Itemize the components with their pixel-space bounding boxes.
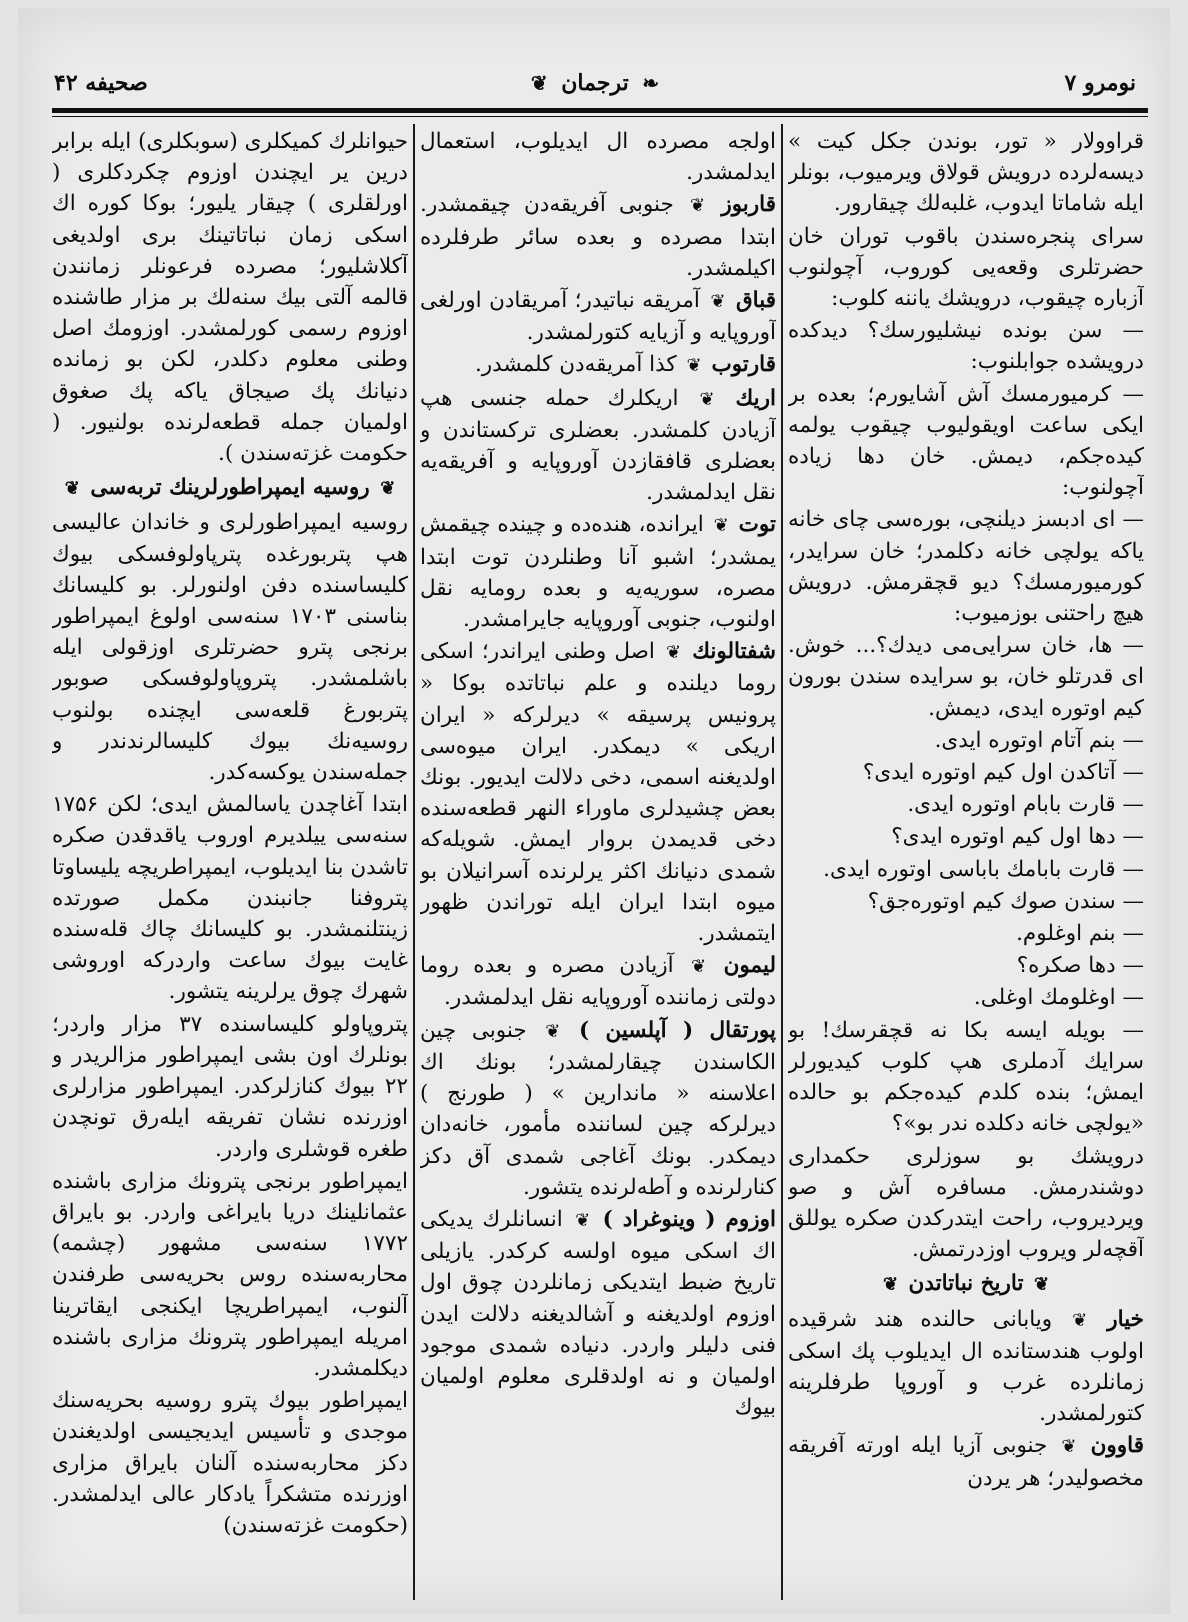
header-rule [52, 108, 1148, 113]
ornament-icon: ❦ [713, 515, 729, 537]
entry-name: شفتالونك [692, 639, 776, 665]
ornament-icon: ❦ [710, 291, 726, 313]
section-heading [788, 1268, 1144, 1300]
entry-name: اریك [735, 385, 776, 411]
entry-name: لیمون [723, 953, 776, 979]
entry [420, 509, 776, 635]
entry [420, 383, 776, 509]
paragraph: درویشك بو سوزلری حکمداری دوشندرمش. مسافرە آش و صو ویردیروب، راحت ایتدرکدن صکرە یوللق آقچەلر ویروب اوزدرتمش. [788, 1143, 1144, 1263]
entry-name: قارتوب [711, 352, 776, 378]
column-right [788, 126, 1144, 1596]
ornament-icon: ❦ [690, 195, 706, 217]
entry-name: قاوون [1090, 1433, 1144, 1459]
dialogue-line: — دها اول کیم اوتورە ایدی؟ [891, 824, 1144, 850]
paragraph: قراوولار « تور، بوندن جکل کیت » دیسەلردە درویش قولاق ویرمیوب، بونلر ایلە شاماتا ایدوب، غلبەلك چیقارور. [788, 129, 1144, 217]
paragraph: — کرمیورمسك آش آشایورم؛ بعدە بر ایکی ساعت اویقولیوب چیقوب یولمە کیدەجکم، دیمش. خان دها زیادە آچولنوب: [788, 381, 1144, 501]
ornament-icon: ❦ [1072, 1309, 1088, 1331]
paragraph: — ای ادبسز دیلنچی، بورەسی چای خانە یاکە یولچی خانە دکلمدر؛ خان سرایدر، کورمیورمسك؟ دیو قچقرمش. درویش هیچ راحتنی بوزمیوب: [788, 507, 1144, 627]
entry [420, 1204, 776, 1423]
header-rule-thin [52, 116, 1148, 117]
entry [420, 636, 776, 949]
paragraph: حیوانلرك کمیکلری (سوبکلری) ایلە برابر درین یر ایچندن اوزوم چکردکلری ( اورلقلری ) چیقار یلیور؛ بوکا کورە اك اسکی زمان نباتاتینك بری اولدیغی آکلاشلیور؛ مصردە فرعونلر زمانندن قالمە آلتی بیك سنەلك بر مزار طاشندە اوزوم رسمی کورلمشدر. اوزومك اصل وطنی معلوم دکلدر، لکن بو زماندە دنیانك پك صیجاق یاکە پك صغوق اولمیان جملە قطعەلرندە بولنیور. ( حکومت غزتەسندن ). [52, 129, 408, 467]
paragraph: ایمپراطور برنجی پترونك مزاری باشندە عثمانلینك دریا بایراغی واردر. بو بایراق ۱۷۷۲ سنەسی مشهور (چشمە) محاربەسندە روس بحریەسی طرفندن آلنوب، ایمپراطریچا ایکنجی ایقاترینا امریلە ایمپراطور پترونك مزاری باشندە دیکلمشدر. [52, 1168, 408, 1381]
entry-name: قباق [736, 288, 776, 314]
entry-text: اریکلرك حملە جنسی هپ آزیادن کلمشدر. بعضلری ترکستاندن و بعضلری قافقازدن آوروپایە و آفریقەیە نقل ایدلمشدر. [420, 385, 776, 506]
dialogue-line: — سندن صوك کیم اوتورەجق؟ [867, 888, 1144, 914]
issue-number: نومرو ۷ [1064, 70, 1136, 96]
ornament-icon: ❦ [691, 956, 707, 978]
paragraph: — بویلە ایسە بکا نە قچقرسك! بو سرایك آدملری هپ کلوب کیدیورلر ایمش؛ بندە کلدم کیدەجکم بو حالدە «یولچی خانە دکلدە ندر بو»؟ [788, 1017, 1144, 1137]
entry [420, 950, 776, 1013]
ornament-icon: ❦ [575, 1209, 591, 1231]
entry-name: اوزوم ( وینوغراد ) [602, 1206, 776, 1232]
section-heading [52, 472, 408, 504]
title-text: ترجمان [561, 70, 629, 96]
paragraph: ایمپراطور بیوك پترو روسیە بحریەسنك موجدی و تأسیس ایدیجیسی اولدیغندن دکز محاربەسندە آلنان بایراق مزاری اوزرندە متشکراً یادکار عالی ایدلمشدر. (حکومت غزتەسندن) [52, 1388, 408, 1538]
ornament-icon: ❦ [530, 71, 548, 95]
column-middle [420, 126, 776, 1596]
dialogue-line: — اوغلومك اوغلی. [973, 985, 1144, 1011]
paragraph: پتروپاولو کلیساسندە ۳۷ مزار واردر؛ بونلرك اون بشی ایمپراطور مزالریدر و ۲۲ بیوك کنازلرکدر. ایمپراطور مزارلری اوزرندە نشان تفریقە ایلەرق تونچدن طغرە قوشلری واردر. [52, 1011, 408, 1162]
ornament-icon: ❦ [666, 642, 682, 664]
ornament-icon: ❦ [699, 388, 715, 410]
ornament-icon: ❦ [380, 478, 396, 500]
dialogue-line: — قارت بابامك باباسی اوتورە ایدی. [823, 856, 1144, 882]
entry-name: خیار [1107, 1306, 1144, 1332]
paragraph: ابتدا آغاچدن یاسالمش ایدی؛ لکن ۱۷۵۶ سنەسی ییلدیرم اوروب یاقدقدن صکرە تاشدن بنا ایدیلوب، ایمپراطریچە یلیساوتا پتروفنا جانبندن مکمل صورتدە زینتلنمشدر. بو کلیسانك چاك قلەسندە غایت بیوك ساعت واردرکە اوروشی شهرك چوق یرلرینە یتشور. [52, 792, 408, 1005]
dialogue-line: — قارت بابام اوتورە ایدی. [907, 792, 1144, 818]
ornament-icon: ❦ [545, 1020, 561, 1042]
entry-text: آزیادن مصرە و بعدە روما دولتی زماننده آوروپایە نقل ایدلمشدر. [420, 953, 776, 1011]
section-title: روسیە ایمپراطورلرینك تربەسی [90, 475, 370, 501]
paragraph: روسیە ایمپراطورلری و خاندان عالیسی هپ پتربورغدە پترپاولوفسکی بیوك کلیساسندە دفن اولنورلر. بو کلیسانك بناسنی ۱۷۰۳ سنەسی اولوغ ایمپراطور برنجی پترو حضرتلری اوزقولی ایلە باشلمشدر. پتروپاولوفسکی صوبور پتربورغ قلعەسی ایچندە بولنوب روسیەنك بیوك کلیسالرندندر و جملەسندن یوکسەکدر. [52, 510, 408, 786]
entry-text: جنوبی چین الکاسندن چیقارلمشدر؛ بونك اك اعلاسنە « ماندارین » ( طورنج ) دیرلرکە چین لسانندە مأمور، خانەدان دیمکدر. بونك آغاجی شمدی آق دکز کنارلرندە و آطەلرندە یتشور. [420, 1017, 776, 1200]
ornament-icon: ❦ [882, 1274, 899, 1296]
entry [788, 1430, 1144, 1493]
entry-name: پورتقال ( آپلسین ) [579, 1017, 776, 1043]
dialogue-line: — آتاکدن اول کیم اوتورە ایدی؟ [862, 760, 1144, 786]
entry-text: انسانلرك یدیکی اك اسکی میوە اولسە کرکدر. یازیلی تاریخ ضبط ایتدیکی زمانلردن چوق اول اوزوم اولدیغنە و آشالدیغنە دلالت ایدن فنی دلیلر واردر. دنیادە شمدی موجود اولمیان و نە اولدقلری معلوم اولمیان بیوك [420, 1206, 776, 1421]
paragraph: — ها، خان سرایی‌می دیدك؟... خوش. ای قدرتلو خان، بو سرایدە سندن بورون کیم اوتورە ایدی، دیمش. [788, 633, 1144, 721]
paragraph: سرای پنجرەسندن باقوب توران خان حضرتلری وقعەیی کوروب، آچولنوب آزبارە چیقوب، درویشك یاننە کلوب: [788, 223, 1144, 312]
entry [420, 349, 776, 381]
ornament-icon: ❦ [64, 478, 80, 500]
column-divider [413, 124, 415, 1600]
paragraph: — سن بوندە نیشلیورسك؟ دیدکدە درویشدە جوابلنوب: [788, 318, 1144, 375]
column-left [52, 126, 408, 1596]
page-number: صحیفه ۴۲ [54, 70, 148, 96]
ornament-icon: ❦ [1061, 1436, 1077, 1458]
ornament-icon: ❧ [642, 71, 660, 95]
paragraph: اولجە مصردە ال ایدیلوب، استعمال ایدلمشدر. [420, 129, 776, 186]
dialogue-line: — دها صکرە؟ [1016, 953, 1144, 979]
entry-text: ویابانی حالندە هند شرقیدە اولوب هندستاندە ال ایدیلوب پك اسکی زمانلردە غرب و آوروپا طرفلرینە کتورلمشدر. [788, 1306, 1144, 1427]
entry [420, 1015, 776, 1203]
entry-name: قاربوز [721, 192, 776, 218]
entry [788, 1304, 1144, 1430]
entry-text: کذا آمریقەدن کلمشدر. [474, 352, 677, 378]
entry-text: آمریقە نباتیدر؛ آمریقادن اورلغی آوروپایە و آزیایە کتورلمشدر. [420, 288, 776, 346]
ornament-icon: ❦ [686, 355, 702, 377]
entry-name: توت [738, 512, 776, 538]
dialogue-line: — بنم اوغلوم. [1016, 921, 1144, 947]
entry [420, 189, 776, 284]
entry-text: جنوبی آفریقەدن چیقمشدر. ابتدا مصردە و بعدە سائر طرفلردە اکیلمشدر. [420, 192, 776, 281]
page-header [40, 70, 1150, 106]
ornament-icon: ❦ [1033, 1274, 1050, 1296]
entry-text: اصل وطنی ایراندر؛ اسکی روما دیلندە و علم نباتاتدە بوکا « پرونیس پرسیقە » دیرلرکە « ایران اریکی » دیمکدر. ایران میوەسی اولدیغنە اسمی، دخی دلالت ایدیور. بونك بعض چشیدلری ماوراء النهر قطعەسندە دخی قدیمدن بروار ایمش. شویلەکە شمدی دنیانك اکثر یرلرندە آسرانیلان بو میوە ابتدا ایران ایلە توراندن ظهور ایتمشدر. [420, 639, 776, 947]
entry-text: جنوبی آزیا ایلە اورتە آفریقە مخصولیدر؛ هر یردن [788, 1433, 1144, 1491]
newspaper-title [40, 70, 1150, 96]
section-title: تاریخ نباتاتدن [908, 1271, 1024, 1297]
dialogue-line: — بنم آتام اوتورە ایدی. [934, 727, 1144, 753]
column-divider [781, 124, 783, 1600]
entry-text: ایراندە، هندەدە و چیندە چیقمش یمشدر؛ اشبو آنا وطنلردن توت ابتدا مصرە، سوریەیە و بعدە رومایە نقل اولنوب، جنوبی آوروپایە جایرامشدر. [420, 512, 776, 633]
entry [420, 285, 776, 348]
